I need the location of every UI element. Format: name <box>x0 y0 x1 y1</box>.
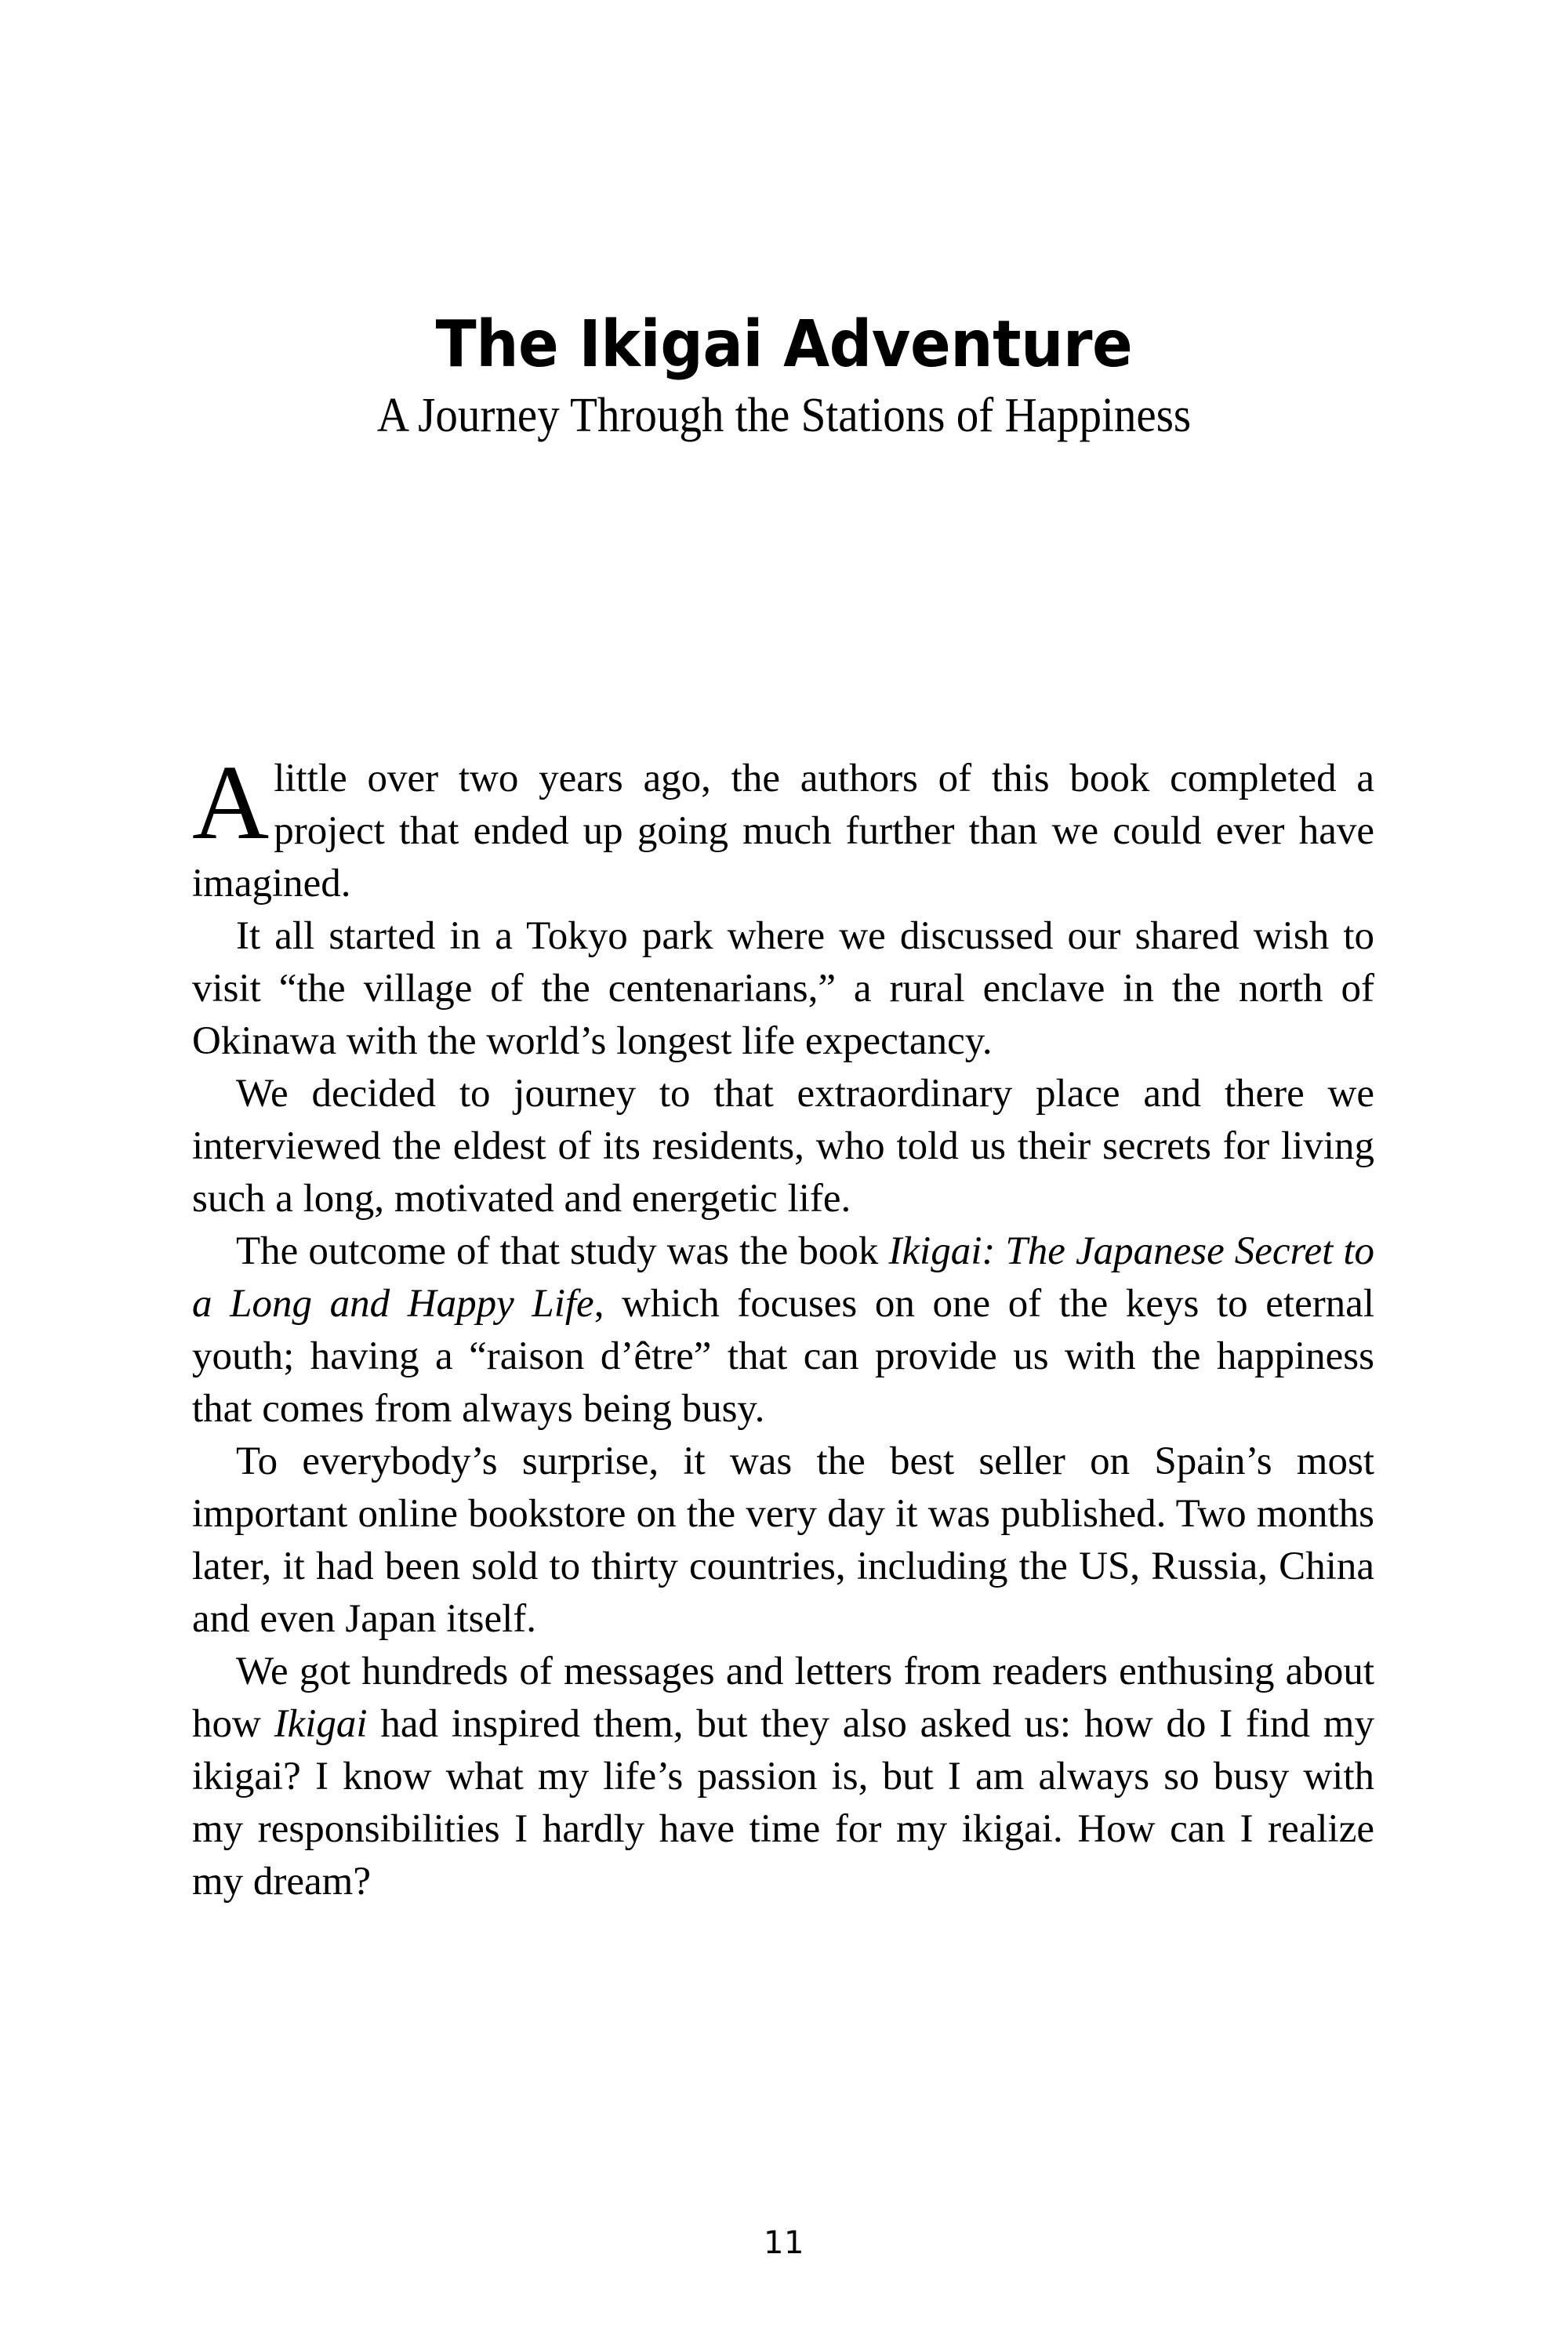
page-number-folio: 11 <box>764 2225 804 2261</box>
paragraph <box>192 910 1374 1068</box>
chapter-heading <box>0 307 1568 442</box>
text-run: To everybody’s surprise, it was the best seller on Spain’s most important online bookstore on the very day it was published. Two months later, it had been sold to thirty countries, including the US, Russia, China and even Japan itself. <box>192 1439 1374 1641</box>
text-run: Alittle over two years ago, the authors of this book completed a project that ended up going much further than we could ever have imagined. <box>192 744 1374 906</box>
text-run: We decided to journey to that extraordinary place and there we interviewed the eldest of its residents, who told us their secrets for living such a long, motivated and energetic life. <box>192 1072 1374 1221</box>
paragraph <box>192 1436 1374 1646</box>
paragraph <box>192 1225 1374 1436</box>
paragraph <box>192 1068 1374 1225</box>
chapter-title: The Ikigai Adventure <box>435 307 1133 382</box>
italic-run: Ikigai: The Japanese Secret to a Long and Happy Life <box>192 1229 1375 1326</box>
chapter-subtitle: A Journey Through the Stations of Happiness <box>376 388 1192 442</box>
text-run: The outcome of that study was the book <box>236 1229 889 1273</box>
body-text-block <box>192 744 1375 1908</box>
paragraph <box>192 744 1374 910</box>
text-run: We got hundreds of messages and letters from readers enthusing about how <box>192 1650 1374 1746</box>
text-run: had inspired them, but they also asked us: how do I find my ikigai? I know what my life’s passion is, but I am always so busy with my responsibilities I hardly have time for my ikigai. How can I realize my dream? <box>192 1702 1374 1904</box>
text-run: It all started in a Tokyo park where we discussed our shared wish to visit “the village of the centenarians,” a rural enclave in the north of Okinawa with the world’s longest life expectancy. <box>192 914 1374 1063</box>
text-run: , which focuses on one of the keys to eternal youth; having a “raison d’être” that can provide us with the happiness that comes from always being busy. <box>192 1282 1374 1431</box>
paragraph <box>192 1646 1374 1908</box>
italic-run: Ikigai <box>274 1702 368 1746</box>
